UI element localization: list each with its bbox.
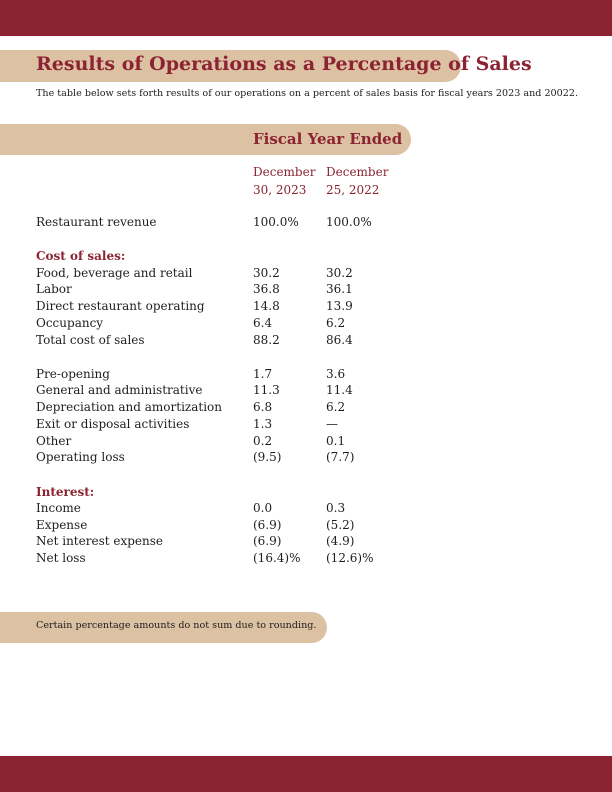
value-2023: 88.2: [253, 333, 280, 347]
value-2023: 14.8: [253, 299, 280, 313]
value-2023: 0.0: [253, 501, 273, 515]
value-2023: 36.8: [253, 282, 280, 296]
row-label: Direct restaurant operating: [36, 299, 205, 313]
row-label: Net interest expense: [36, 534, 164, 548]
row-label: Cost of sales:: [36, 249, 126, 263]
value-2022: 6.2: [326, 316, 346, 330]
value-2022: 11.4: [326, 383, 353, 397]
value-2023: 0.2: [253, 434, 273, 448]
row-label: Labor: [36, 282, 72, 296]
value-2022: (7.7): [326, 450, 355, 464]
value-2023: 6.4: [253, 316, 273, 330]
value-2022: 6.2: [326, 400, 346, 414]
value-2022: (12.6)%: [326, 551, 374, 565]
row-label: Operating loss: [36, 450, 125, 464]
value-2022: 30.2: [326, 266, 353, 280]
row-label: Net loss: [36, 551, 86, 565]
value-2023: (9.5): [253, 450, 282, 464]
value-2023: (6.9): [253, 518, 282, 532]
row-label: Depreciation and amortization: [36, 400, 223, 414]
value-2022: 100.0%: [326, 215, 372, 229]
row-label: General and administrative: [36, 383, 203, 397]
row-label: Expense: [36, 518, 88, 532]
value-2023: 1.7: [253, 367, 273, 381]
footnote: Certain percentage amounts do not sum due to rounding.: [36, 620, 317, 631]
row-label: Pre-opening: [36, 367, 110, 381]
value-2022: 3.6: [326, 367, 346, 381]
page-title: Results of Operations as a Percentage of Sales: [36, 53, 532, 75]
value-2022: 13.9: [326, 299, 353, 313]
row-label: Interest:: [36, 485, 95, 499]
bottom-band: [0, 756, 612, 792]
row-label: Other: [36, 434, 72, 448]
value-2022: 0.3: [326, 501, 346, 515]
column-header-2023: [253, 163, 315, 199]
value-2023: 1.3: [253, 417, 273, 431]
value-2023: (6.9): [253, 534, 282, 548]
row-label: Income: [36, 501, 81, 515]
intro-text: The table below sets forth results of our operations on a percent of sales basis for fiscal years 2023 and 20022.: [36, 88, 579, 99]
row-label: Total cost of sales: [36, 333, 145, 347]
column-header-line: December: [326, 165, 389, 179]
column-header-line: December: [253, 165, 316, 179]
top-band: [0, 0, 612, 36]
row-label: Restaurant revenue: [36, 215, 157, 229]
row-label: Occupancy: [36, 316, 104, 330]
value-2023: 6.8: [253, 400, 273, 414]
row-label: Food, beverage and retail: [36, 266, 193, 280]
fiscal-year-header: Fiscal Year Ended: [253, 130, 403, 148]
value-2022: (4.9): [326, 534, 355, 548]
value-2022: 0.1: [326, 434, 346, 448]
value-2022: 86.4: [326, 333, 353, 347]
row-label: Exit or disposal activities: [36, 417, 190, 431]
value-2023: 30.2: [253, 266, 280, 280]
value-2022: 36.1: [326, 282, 353, 296]
value-2022: (5.2): [326, 518, 355, 532]
column-header-2022: [326, 163, 388, 199]
value-2023: (16.4)%: [253, 551, 301, 565]
value-2023: 11.3: [253, 383, 280, 397]
column-header-line: 25, 2022: [326, 183, 380, 197]
column-header-line: 30, 2023: [253, 183, 307, 197]
value-2023: 100.0%: [253, 215, 299, 229]
value-2022: —: [326, 417, 338, 431]
